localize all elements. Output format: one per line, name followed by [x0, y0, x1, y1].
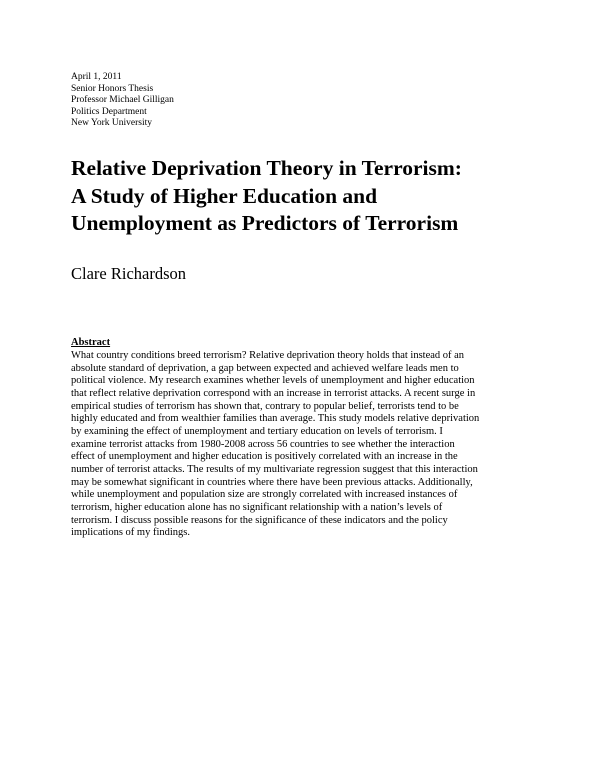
abstract-line: terrorism, higher education alone has no significant relationship with a nation’s levels of [71, 501, 443, 513]
abstract-line: terrorism. I discuss possible reasons for the significance of these indicators and the policy [71, 514, 448, 526]
thesis-type: Senior Honors Thesis [71, 83, 154, 94]
paper-title [71, 155, 551, 238]
header-block [71, 72, 174, 130]
title-line: Unemployment as Predictors of Terrorism [71, 211, 459, 235]
abstract-heading: Abstract [71, 337, 111, 348]
abstract-body [71, 350, 541, 540]
abstract-line: political violence. My research examines whether levels of unemployment and higher education [71, 375, 475, 387]
abstract-line: implications of my findings. [71, 527, 190, 539]
title-line: A Study of Higher Education and [71, 183, 378, 208]
abstract-line: by examining the effect of unemployment and tertiary education on levels of terrorism. I [71, 425, 443, 437]
abstract-line: absolute standard of deprivation, a gap between expected and achieved welfare leads men to [71, 362, 459, 374]
abstract-line: effect of unemployment and higher education is positively correlated with an increase in the [71, 451, 458, 463]
university: New York University [71, 118, 153, 129]
advisor: Professor Michael Gilligan [71, 95, 174, 106]
abstract-line: empirical studies of terrorism has shown that, contrary to popular belief, terrorists tend to be [71, 400, 459, 412]
abstract-line: examine terrorist attacks from 1980-2008 across 56 countries to see whether the interaction [71, 438, 455, 450]
date: April 1, 2011 [71, 72, 122, 82]
abstract-line: highly educated and from wealthier families than average. This study models relative deprivation [71, 413, 480, 425]
department: Politics Department [71, 106, 147, 117]
abstract-line: may be somewhat significant in countries where there have been previous attacks. Additionally, [71, 476, 473, 488]
abstract-line: number of terrorist attacks. The results of my multivariate regression suggest that this interaction [71, 463, 478, 475]
title-line: Relative Deprivation Theory in Terrorism: [71, 156, 462, 180]
abstract-line: What country conditions breed terrorism? Relative deprivation theory holds that instead of an [71, 350, 465, 361]
author-name: Clare Richardson [71, 264, 187, 283]
abstract-line: that reflect relative deprivation correspond with an increase in terrorist attacks. A recent surge in [71, 387, 476, 399]
abstract-line: while unemployment and population size are strongly correlated with increased instances of [71, 489, 458, 501]
